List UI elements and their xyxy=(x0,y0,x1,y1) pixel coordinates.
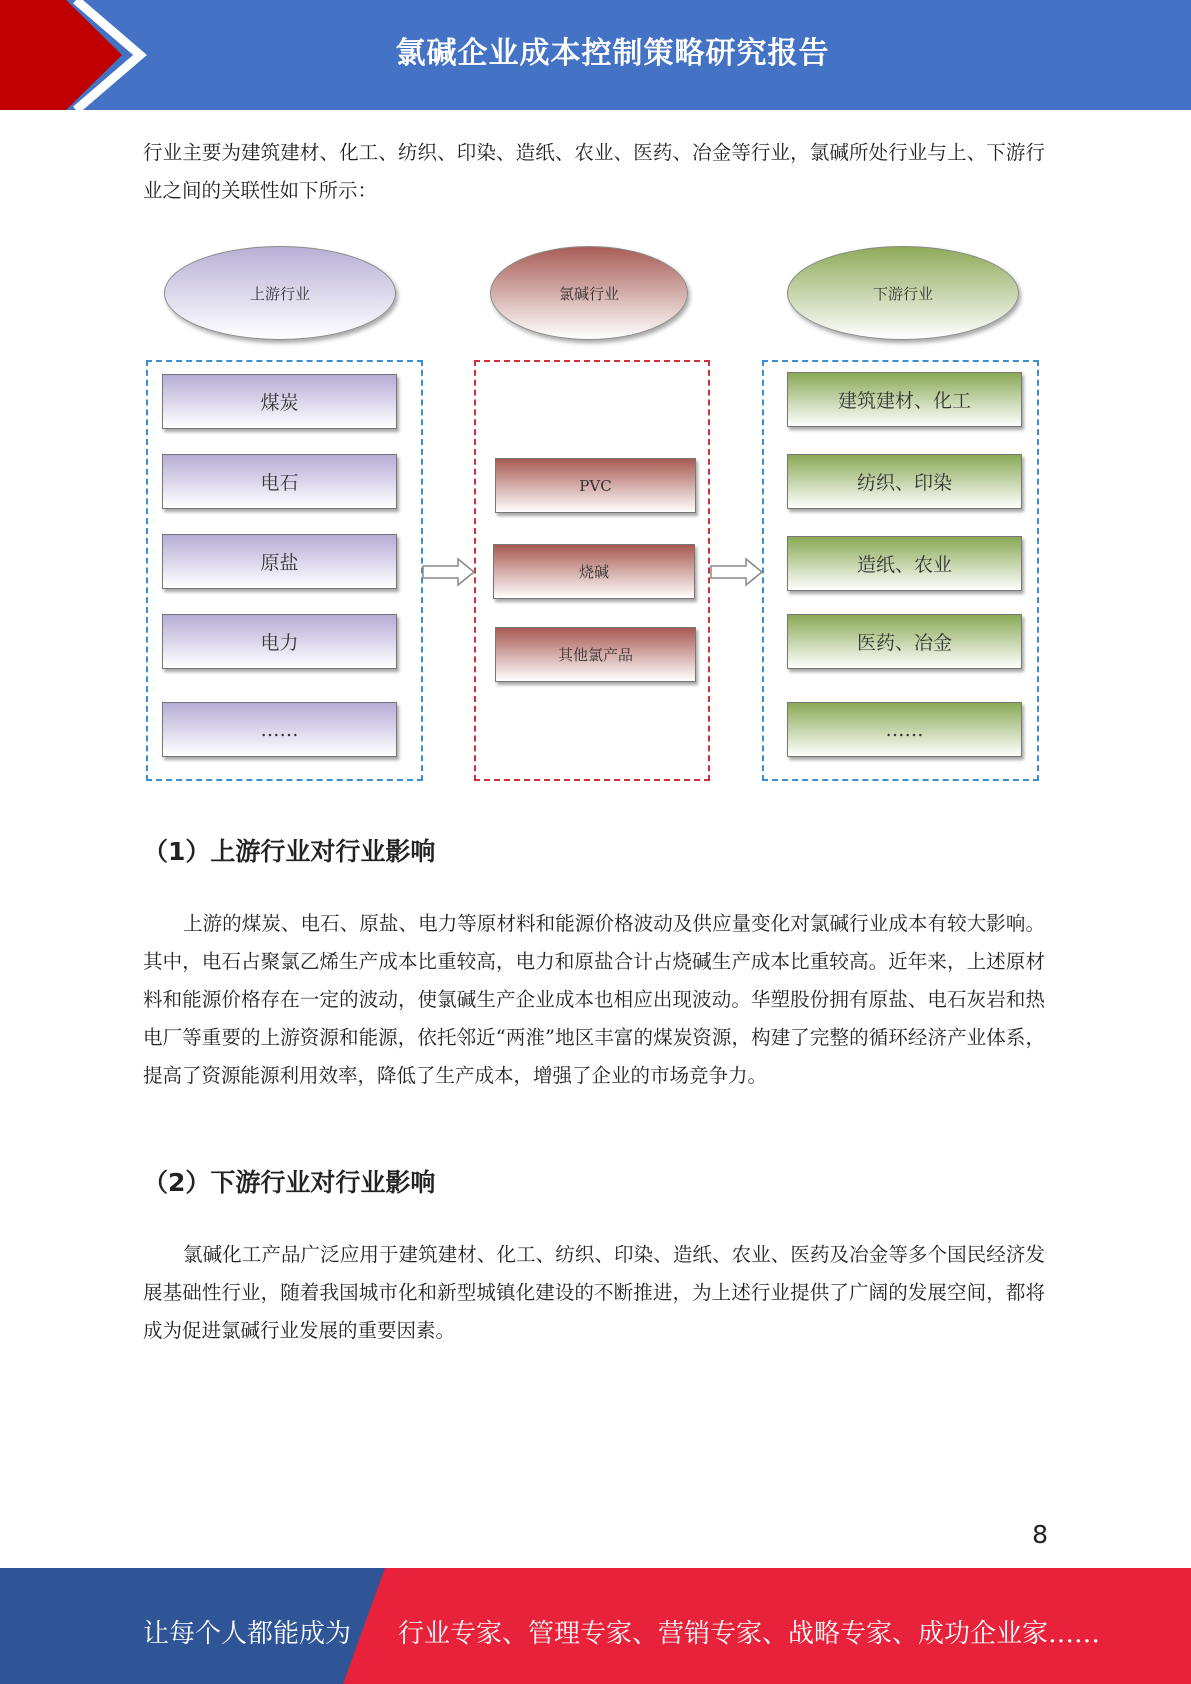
chloralkali-item-pvc: PVC xyxy=(495,458,696,513)
downstream-item-more: …… xyxy=(787,702,1022,757)
chloralkali-header-ellipse: 氯碱行业 xyxy=(490,246,688,340)
upstream-item-electricity: 电力 xyxy=(162,614,397,669)
downstream-item-medicine-metallurgy: 医药、冶金 xyxy=(787,614,1022,669)
section-heading-upstream: （1）上游行业对行业影响 xyxy=(143,837,436,866)
page-footer xyxy=(0,1568,1191,1684)
section-body-upstream: 上游的煤炭、电石、原盐、电力等原材料和能源价格波动及供应量变化对氯碱行业成本有较大影响。其中，电石占聚氯乙烯生产成本比重较高，电力和原盐合计占烧碱生产成本比重较高。近年来，上述原材料和能源价格存在一定的波动，使氯碱生产企业成本也相应出现波动。华塑股份拥有原盐、电石灰岩和热电厂等重要的上游资源和能源，依托邻近“两淮”地区丰富的煤炭资源，构建了完整的循环经济产业体系，提高了资源能源利用效率，降低了生产成本，增强了企业的市场竞争力。 xyxy=(143,912,1045,1087)
footer-slogan-right: 行业专家、管理专家、营销专家、战略专家、成功企业家…… xyxy=(398,1619,1101,1649)
chloralkali-item-other-chlorine-products: 其他氯产品 xyxy=(495,627,696,682)
downstream-item-textile-dyeing: 纺织、印染 xyxy=(787,454,1022,509)
intro-paragraph: 行业主要为建筑建材、化工、纺织、印染、造纸、农业、医药、冶金等行业，氯碱所处行业与上、下游行业之间的关联性如下所示： xyxy=(143,141,1045,202)
page-number: 8 xyxy=(1032,1520,1048,1549)
upstream-header-ellipse: 上游行业 xyxy=(164,246,396,340)
arrow-right-icon xyxy=(422,557,476,587)
downstream-item-paper-agriculture: 造纸、农业 xyxy=(787,536,1022,591)
section-body-downstream: 氯碱化工产品广泛应用于建筑建材、化工、纺织、印染、造纸、农业、医药及冶金等多个国民经济发展基础性行业，随着我国城市化和新型城镇化建设的不断推进，为上述行业提供了广阔的发展空间，都将成为促进氯碱行业发展的重要因素。 xyxy=(143,1243,1045,1342)
downstream-item-building-chemical: 建筑建材、化工 xyxy=(787,372,1022,427)
downstream-header-ellipse: 下游行业 xyxy=(787,246,1019,340)
upstream-item-coal: 煤炭 xyxy=(162,374,397,429)
footer-slogan-left: 让每个人都能成为 xyxy=(143,1619,352,1649)
upstream-item-calcium-carbide: 电石 xyxy=(162,454,397,509)
upstream-item-raw-salt: 原盐 xyxy=(162,534,397,589)
upstream-item-more: …… xyxy=(162,702,397,757)
report-title: 氯碱企业成本控制策略研究报告 xyxy=(395,36,830,71)
section-heading-downstream: （2）下游行业对行业影响 xyxy=(143,1168,436,1197)
page-header xyxy=(0,0,1191,110)
arrow-right-icon xyxy=(710,557,764,587)
chloralkali-item-caustic-soda: 烧碱 xyxy=(493,544,695,599)
